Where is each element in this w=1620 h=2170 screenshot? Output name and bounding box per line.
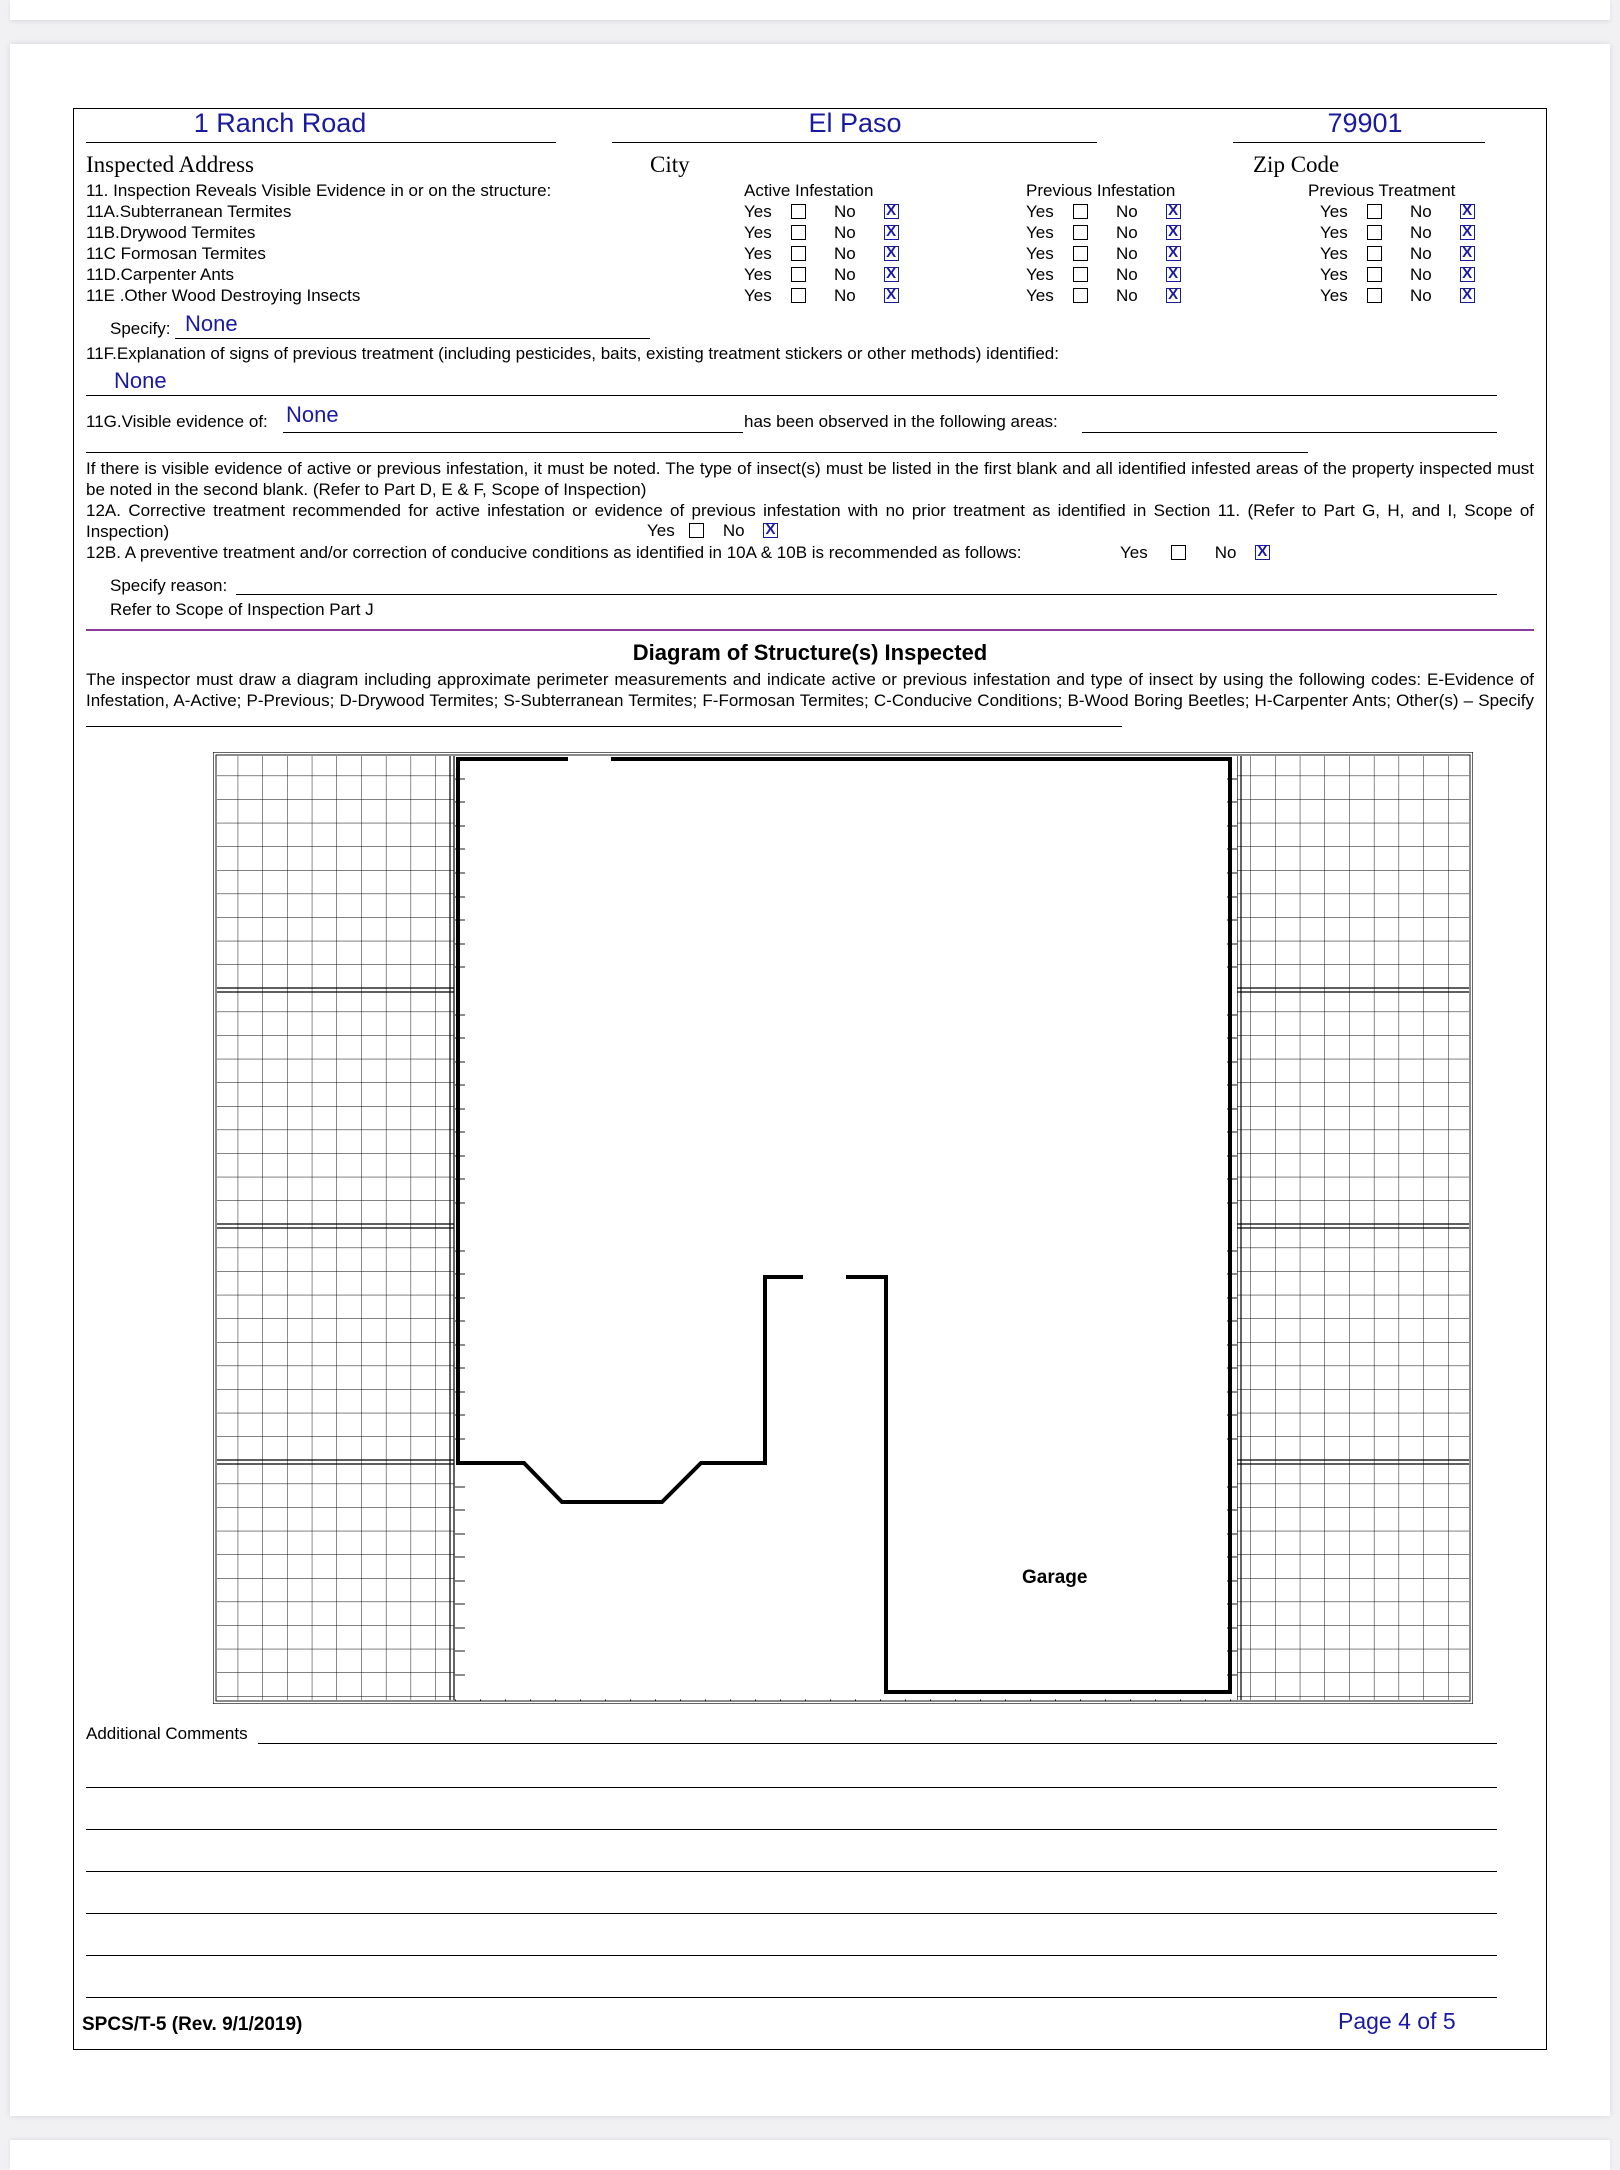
column-previous-infestation: Previous Infestation bbox=[1026, 181, 1176, 200]
active-answer-group bbox=[744, 202, 899, 222]
active-yes-checkbox[interactable] bbox=[791, 204, 806, 219]
no-label: No bbox=[833, 265, 856, 284]
row-label: 11C Formosan Termites bbox=[86, 244, 266, 263]
no-label: No bbox=[1115, 265, 1138, 284]
treatment-no-checkbox[interactable] bbox=[1460, 288, 1475, 303]
section-11g-areas-label: has been observed in the following areas: bbox=[744, 412, 1058, 431]
yes-label: Yes bbox=[1026, 286, 1054, 305]
section-11g-label: 11G.Visible evidence of: bbox=[86, 412, 268, 431]
no-label: No bbox=[833, 244, 856, 263]
yes-label: Yes bbox=[744, 265, 772, 284]
previous-answer-group bbox=[1026, 202, 1181, 222]
yes-label: Yes bbox=[1320, 265, 1348, 284]
treatment-answer-group bbox=[1320, 223, 1475, 243]
section-12a-text: 12A. Corrective treatment recommended for active infestation or evidence of previous infestation with no prior treatment as identified in Section 11. (Refer to Part G, H, and I, Scope of Inspection) bbox=[86, 501, 1534, 541]
no-label: No bbox=[1115, 202, 1138, 221]
yes-label: Yes bbox=[744, 244, 772, 263]
previous-no-checkbox[interactable] bbox=[1166, 267, 1181, 282]
treatment-no-checkbox[interactable] bbox=[1460, 267, 1475, 282]
active-yes-checkbox[interactable] bbox=[791, 246, 806, 261]
comment-line-3[interactable] bbox=[86, 1829, 1497, 1830]
previous-no-checkbox[interactable] bbox=[1166, 288, 1181, 303]
previous-yes-checkbox[interactable] bbox=[1073, 288, 1088, 303]
section-11-title: 11. Inspection Reveals Visible Evidence in or on the structure: bbox=[86, 181, 552, 200]
zip-label: Zip Code bbox=[1253, 152, 1340, 177]
zip-underline bbox=[1233, 142, 1485, 143]
yes-label: Yes bbox=[744, 202, 772, 221]
section-12b-answer: Yes No X bbox=[1120, 543, 1270, 563]
row-label: 11B.Drywood Termites bbox=[86, 223, 256, 242]
active-yes-checkbox[interactable] bbox=[791, 225, 806, 240]
specify-reason-label: Specify reason: bbox=[110, 576, 228, 595]
section-12b-text: 12B. A preventive treatment and/or correction of conducive conditions as identified in 10A & 10B is recommended as follows: bbox=[86, 543, 1022, 562]
no-label: No bbox=[1409, 265, 1432, 284]
refer-scope-label: Refer to Scope of Inspection Part J bbox=[110, 600, 374, 619]
column-previous-treatment: Previous Treatment bbox=[1308, 181, 1456, 200]
previous-answer-group bbox=[1026, 244, 1181, 264]
city-underline bbox=[612, 142, 1097, 143]
comment-line-6[interactable] bbox=[86, 1955, 1497, 1956]
no-label: No bbox=[833, 286, 856, 305]
section-11g-areas-underline bbox=[1082, 432, 1497, 433]
address-label: Inspected Address bbox=[86, 152, 254, 177]
active-yes-checkbox[interactable] bbox=[791, 267, 806, 282]
section-11f-label: 11F.Explanation of signs of previous treatment (including pesticides, baits, existing treatment stickers or other methods) identified: bbox=[86, 344, 1059, 363]
treatment-answer-group bbox=[1320, 202, 1475, 222]
diagram-grid-area bbox=[213, 752, 1473, 1704]
yes-label: Yes bbox=[1320, 223, 1348, 242]
section-11g-second-line bbox=[86, 452, 1308, 453]
comment-line-2[interactable] bbox=[86, 1787, 1497, 1788]
active-no-checkbox[interactable] bbox=[884, 246, 899, 261]
previous-answer-group bbox=[1026, 286, 1181, 306]
yes-label: Yes bbox=[1026, 244, 1054, 263]
section-11f-underline bbox=[86, 395, 1497, 396]
treatment-no-checkbox[interactable] bbox=[1460, 225, 1475, 240]
section-11g-underline bbox=[283, 432, 743, 433]
no-label: No bbox=[1115, 286, 1138, 305]
yes-label: Yes bbox=[1026, 223, 1054, 242]
treatment-yes-checkbox[interactable] bbox=[1367, 267, 1382, 282]
section-11g-value: None bbox=[286, 402, 339, 427]
active-no-checkbox[interactable] bbox=[884, 288, 899, 303]
yes-label: Yes bbox=[1320, 286, 1348, 305]
specify-value: None bbox=[185, 311, 238, 336]
previous-yes-checkbox[interactable] bbox=[1073, 267, 1088, 282]
previous-no-checkbox[interactable] bbox=[1166, 246, 1181, 261]
comment-line-4[interactable] bbox=[86, 1871, 1497, 1872]
previous-yes-checkbox[interactable] bbox=[1073, 225, 1088, 240]
treatment-no-checkbox[interactable] bbox=[1460, 204, 1475, 219]
previous-page-edge bbox=[10, 0, 1610, 20]
yes-label: Yes bbox=[744, 223, 772, 242]
previous-no-checkbox[interactable] bbox=[1166, 225, 1181, 240]
section-12a-answer: Yes No X bbox=[647, 521, 778, 541]
previous-yes-checkbox[interactable] bbox=[1073, 204, 1088, 219]
no-label: No bbox=[1115, 244, 1138, 263]
zip-value: 79901 bbox=[1327, 108, 1403, 138]
next-page-edge bbox=[10, 2140, 1610, 2170]
additional-comments-label: Additional Comments bbox=[86, 1724, 248, 1743]
treatment-yes-checkbox[interactable] bbox=[1367, 204, 1382, 219]
previous-answer-group bbox=[1026, 265, 1181, 285]
specify-underline bbox=[175, 338, 650, 339]
treatment-answer-group bbox=[1320, 244, 1475, 264]
no-label: No bbox=[1409, 286, 1432, 305]
active-no-checkbox[interactable] bbox=[884, 204, 899, 219]
no-label: No bbox=[1409, 223, 1432, 242]
yes-label: Yes bbox=[744, 286, 772, 305]
active-no-checkbox[interactable] bbox=[884, 267, 899, 282]
section-12a-yes-checkbox[interactable] bbox=[689, 523, 704, 538]
section-divider bbox=[86, 629, 1534, 631]
yes-label: Yes bbox=[1026, 265, 1054, 284]
treatment-yes-checkbox[interactable] bbox=[1367, 225, 1382, 240]
active-answer-group bbox=[744, 223, 899, 243]
section-12a-no-checkbox[interactable] bbox=[763, 523, 778, 538]
infestation-note: If there is visible evidence of active or previous infestation, it must be noted. The type of insect(s) must be listed in the first blank and all identified infested areas of the property inspected must be noted in the second blank. (Refer to Part D, E & F, Scope of Inspection) bbox=[86, 459, 1534, 499]
diagram-instructions-text: The inspector must draw a diagram including approximate perimeter measurements and indicate active or previous infestation and type of insect by using the following codes: E-Evidence of Infestation, A-Active; P-Previous; D-Drywood Termites; S-Subterranean Termites; F-Formosan Termites; C-Conducive Conditions; B-Wood Boring Beetles; H-Carpenter Ants; Other(s) – Specify bbox=[86, 670, 1534, 710]
comment-line-7[interactable] bbox=[86, 1997, 1497, 1998]
yes-label: Yes bbox=[1320, 202, 1348, 221]
no-label: No bbox=[833, 223, 856, 242]
address-underline bbox=[86, 142, 556, 143]
row-label: 11D.Carpenter Ants bbox=[86, 265, 235, 284]
treatment-answer-group bbox=[1320, 286, 1475, 306]
comment-line-5[interactable] bbox=[86, 1913, 1497, 1914]
active-answer-group bbox=[744, 265, 899, 285]
active-no-checkbox[interactable] bbox=[884, 225, 899, 240]
city-value: El Paso bbox=[808, 108, 902, 138]
garage-label: Garage bbox=[1022, 1567, 1088, 1588]
section-11f-value: None bbox=[114, 368, 167, 393]
specify-reason-underline bbox=[236, 594, 1497, 595]
section-12b-no-checkbox[interactable] bbox=[1255, 545, 1270, 560]
treatment-yes-checkbox[interactable] bbox=[1367, 288, 1382, 303]
yes-label: Yes bbox=[1026, 202, 1054, 221]
previous-no-checkbox[interactable] bbox=[1166, 204, 1181, 219]
previous-yes-checkbox[interactable] bbox=[1073, 246, 1088, 261]
no-label: No bbox=[1409, 244, 1432, 263]
previous-answer-group bbox=[1026, 223, 1181, 243]
row-label: 11A.Subterranean Termites bbox=[86, 202, 292, 221]
active-answer-group bbox=[744, 286, 899, 306]
city-label: City bbox=[650, 152, 690, 177]
specify-label: Specify: bbox=[110, 319, 171, 338]
address-value: 1 Ranch Road bbox=[193, 108, 367, 138]
active-yes-checkbox[interactable] bbox=[791, 288, 806, 303]
no-label: No bbox=[1409, 202, 1432, 221]
diagram-specify-underline bbox=[86, 714, 1122, 727]
active-answer-group bbox=[744, 244, 899, 264]
column-active-infestation: Active Infestation bbox=[744, 181, 874, 200]
treatment-no-checkbox[interactable] bbox=[1460, 246, 1475, 261]
page-number: Page 4 of 5 bbox=[1338, 2008, 1456, 2034]
comment-line-1[interactable] bbox=[258, 1743, 1497, 1744]
treatment-yes-checkbox[interactable] bbox=[1367, 246, 1382, 261]
yes-label: Yes bbox=[1320, 244, 1348, 263]
no-label: No bbox=[1115, 223, 1138, 242]
diagram-instructions bbox=[86, 669, 1534, 732]
row-label: 11E .Other Wood Destroying Insects bbox=[86, 286, 361, 305]
section-12b-yes-checkbox[interactable] bbox=[1171, 545, 1186, 560]
diagram-title: Diagram of Structure(s) Inspected bbox=[632, 640, 988, 665]
treatment-answer-group bbox=[1320, 265, 1475, 285]
form-id: SPCS/T-5 (Rev. 9/1/2019) bbox=[82, 2014, 303, 2035]
no-label: No bbox=[833, 202, 856, 221]
